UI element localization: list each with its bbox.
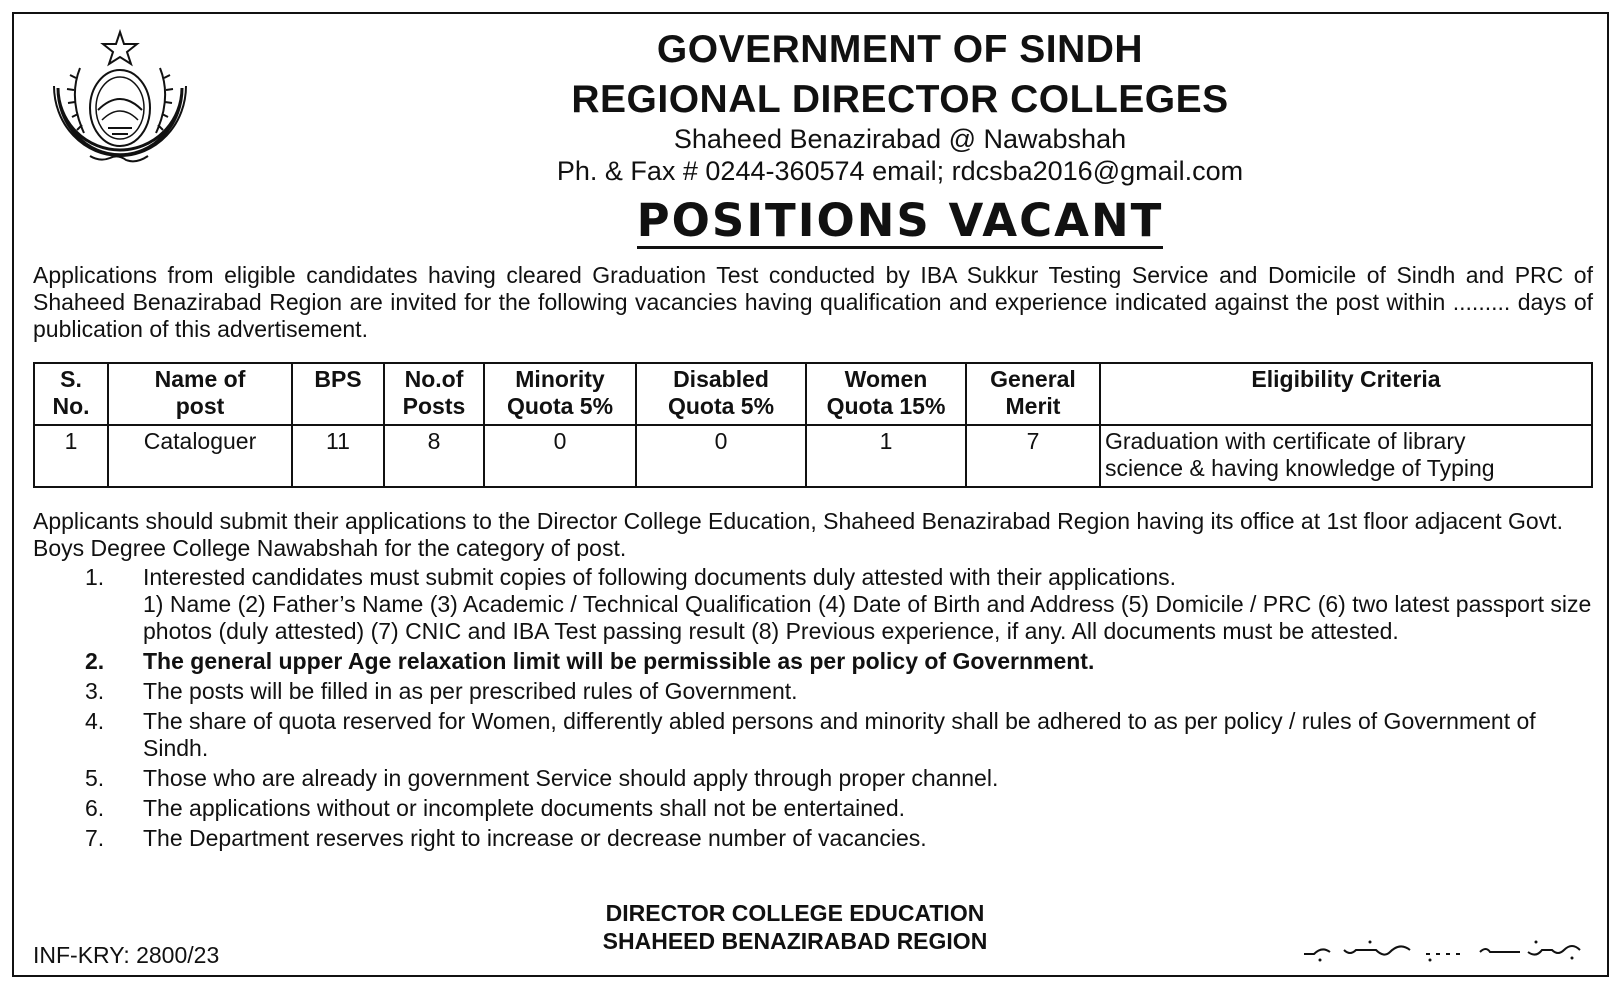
cell-sno: 1 <box>34 425 108 487</box>
table-row <box>34 425 1592 487</box>
signatory-region: SHAHEED BENAZIRABAD REGION <box>602 928 988 954</box>
header-contact: Ph. & Fax # 0244-360574 email; rdcsba2016@gmail.com <box>556 156 1244 186</box>
list-item: 6. The applications without or incomplete documents shall not be entertained. <box>85 795 906 821</box>
header-no-of-posts: No.of Posts <box>384 363 484 425</box>
header-eligibility-criteria: Eligibility Criteria <box>1100 363 1592 425</box>
header-name-of-post: Name of post <box>108 363 292 425</box>
list-item: 2. The general upper Age relaxation limit will be permissible as per policy of Government. <box>85 648 1095 674</box>
inf-number: INF-KRY: 2800/23 <box>33 942 220 968</box>
cell-merit: 7 <box>966 425 1100 487</box>
vacancy-table <box>33 362 1593 488</box>
header-disabled-quota: Disabled Quota 5% <box>636 363 806 425</box>
list-item: 1. Interested candidates must submit copies of following documents duly attested with their applications. 1) Name (2) Father’s Name (3) Academic / Technical Qualification (4) Date of Birth and Address (5) Domicile / PRC (6) two latest passport size photos (duly attested) (7) CNIC and IBA Test passing result (8) Previous experience, if any. All documents must be attested. <box>85 564 1592 644</box>
cell-criteria: Graduation with certificate of library science & having knowledge of Typing <box>1100 425 1592 487</box>
list-item: 5. Those who are already in government Service should apply through proper channel. <box>85 765 999 791</box>
cell-minority: 0 <box>484 425 636 487</box>
cell-disabled: 0 <box>636 425 806 487</box>
intro-paragraph: Applications from eligible candidates having cleared Graduation Test conducted by IBA Sukkur Testing Service and Domicile of Sindh and PRC of Shaheed Benazirabad Region are invited for the following vacancies having qualification and experience indicated against the post within ......... days of publication of this advertisement. <box>33 262 1593 342</box>
cell-posts: 8 <box>384 425 484 487</box>
header-office: REGIONAL DIRECTOR COLLEGES <box>571 78 1229 121</box>
cell-women: 1 <box>806 425 966 487</box>
list-item: 4. The share of quota reserved for Women, differently abled persons and minority shall be adhered to as per policy / rules of Government of Sindh. <box>85 708 1536 761</box>
header-minority-quota: Minority Quota 5% <box>484 363 636 425</box>
title-container <box>440 196 1360 249</box>
table-header-row <box>34 363 1592 425</box>
header-general-merit: General Merit <box>966 363 1100 425</box>
instructions-paragraph: Applicants should submit their applications to the Director College Education, Shaheed Benazirabad Region having its office at 1st floor adjacent Govt. Boys Degree College Nawabshah for the category of post. <box>33 508 1563 561</box>
page-title: POSITIONS VACANT <box>636 194 1164 247</box>
list-item: 3. The posts will be filled in as per prescribed rules of Government. <box>85 678 798 704</box>
documents-list: 1) Name (2) Father’s Name (3) Academic / Technical Qualification (4) Date of Birth and Address (5) Domicile / PRC (6) two latest passport size photos (duly attested) (7) CNIC and IBA Test passing result (8) Previous experience, if any. All documents must be attested. <box>143 591 1592 644</box>
sindh-government-seal-icon <box>40 28 200 178</box>
header-location: Shaheed Benazirabad @ Nawabshah <box>673 124 1127 154</box>
header-government: GOVERNMENT OF SINDH <box>656 28 1144 71</box>
cell-name: Cataloguer <box>108 425 292 487</box>
header-women-quota: Women Quota 15% <box>806 363 966 425</box>
sindhi-slogan-icon <box>1280 936 1600 964</box>
conditions-list <box>33 564 1593 855</box>
header-bps: BPS <box>292 363 384 425</box>
signatory-title: DIRECTOR COLLEGE EDUCATION <box>605 900 985 926</box>
list-item: 7. The Department reserves right to increase or decrease number of vacancies. <box>85 825 927 851</box>
cell-bps: 11 <box>292 425 384 487</box>
header-sno: S. No. <box>34 363 108 425</box>
